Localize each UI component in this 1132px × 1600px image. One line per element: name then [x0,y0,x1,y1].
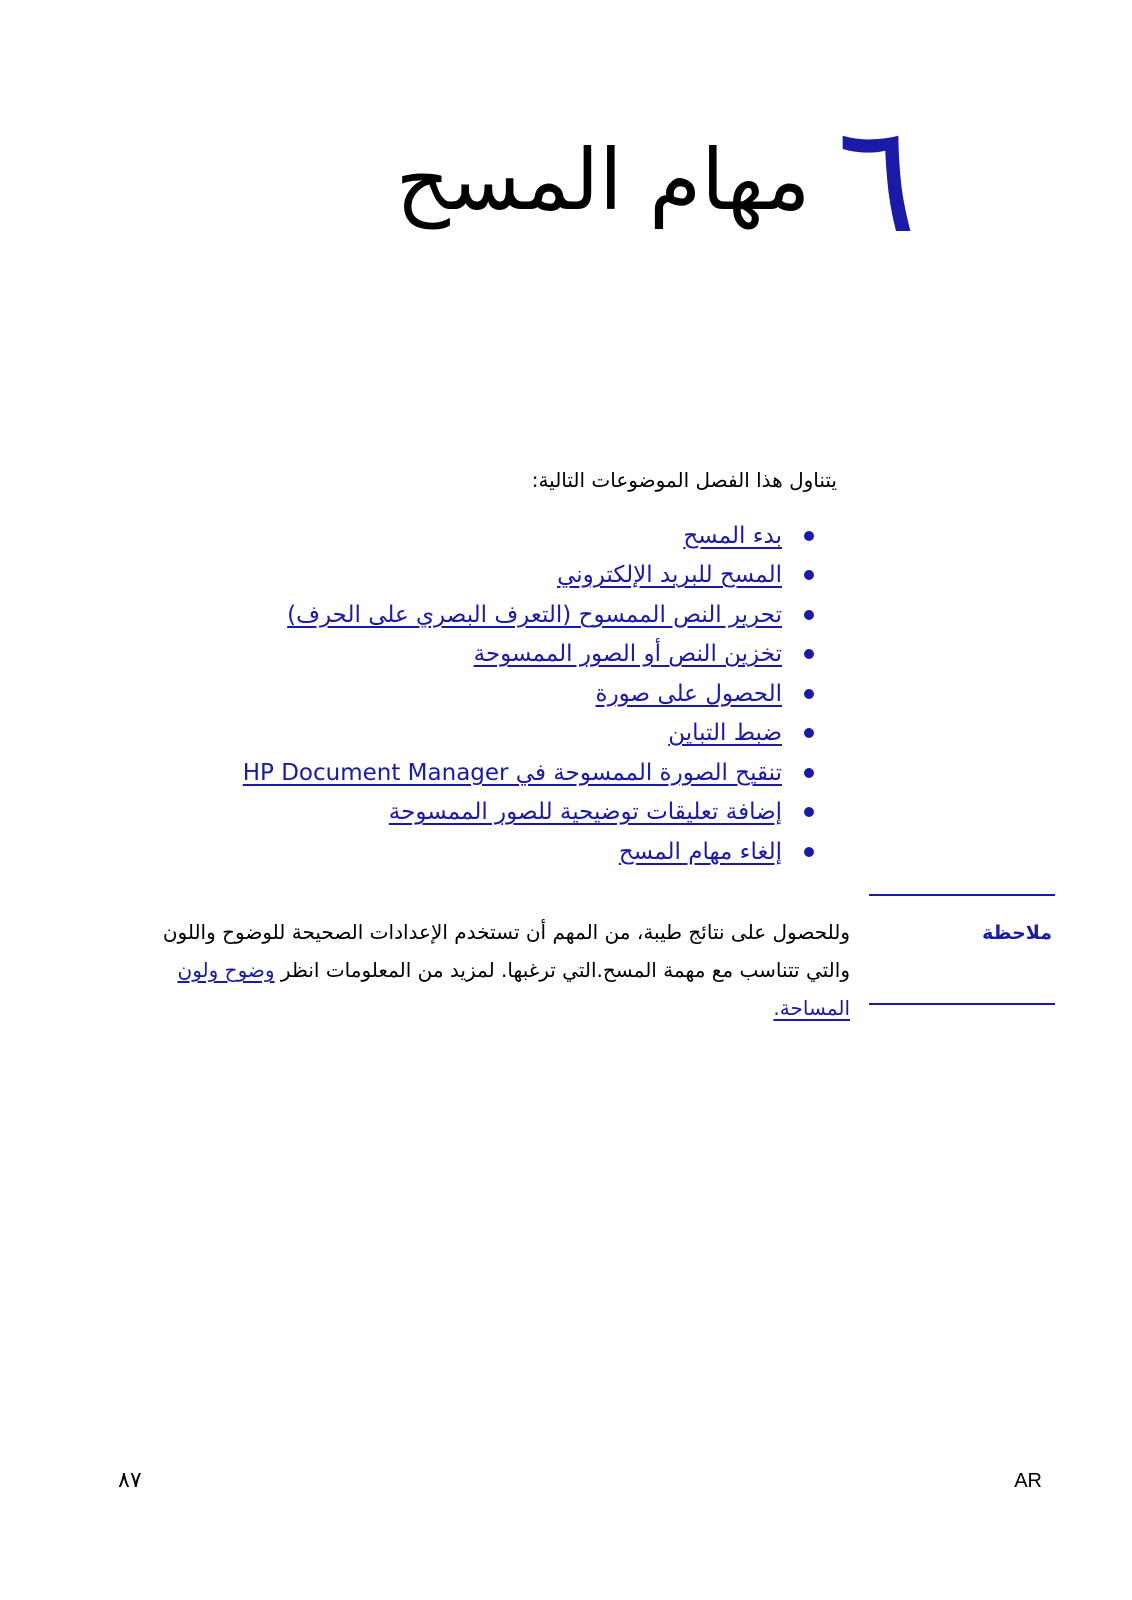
language-code: AR [1014,1470,1042,1492]
note-top-rule [869,894,1055,896]
toc-link-store[interactable]: تخزين النص أو الصور الممسوحة [473,641,782,668]
bullet-icon [804,728,814,738]
chapter-title: مهام المسح [395,131,811,229]
note-text: وللحصول على نتائج طيبة، من المهم أن تستخدم الإعدادات الصحيحة للوضوح واللون والتي تتناسب مع مهمة المسح.التي ترغبها. لمزيد من المعلومات انظر [162,920,850,982]
bullet-icon [804,847,814,857]
toc-item-store [243,635,814,675]
note-label: ملاحظة [982,922,1052,944]
note-link-resolution[interactable]: وضوح ولون المساحة. [177,958,850,1020]
bullet-icon [804,610,814,620]
toc-item-get-image [243,674,814,714]
note-body [150,913,850,1027]
toc-link-start-scan[interactable]: بدء المسح [683,522,782,549]
toc-item-cancel [243,832,814,872]
toc-item-ocr [243,595,814,635]
page-number: ٨٧ [118,1468,142,1493]
chapter-number: ٦ [836,93,917,267]
toc-link-annotations[interactable]: إضافة تعليقات توضيحية للصور الممسوحة [388,799,782,826]
toc-item-edit-hp [243,753,814,793]
toc-link-contrast[interactable]: ضبط التباين [668,720,782,747]
bullet-icon [804,531,814,541]
toc-link-cancel[interactable]: إلغاء مهام المسح [618,838,782,865]
bullet-icon [804,649,814,659]
intro-text: يتناول هذا الفصل الموضوعات التالية: [531,468,837,492]
toc-item-start-scan [243,516,814,556]
bullet-icon [804,689,814,699]
toc-item-contrast [243,714,814,754]
note-bottom-rule [869,1003,1055,1005]
toc-item-scan-to-email [243,556,814,596]
toc-link-get-image[interactable]: الحصول على صورة [595,680,782,707]
chapter-heading [395,93,917,267]
bullet-icon [804,570,814,580]
toc-link-ocr[interactable]: تحرير النص الممسوح (التعرف البصري على الحرف) [287,601,782,628]
toc-item-annotations [243,793,814,833]
toc-link-scan-to-email[interactable]: المسح للبريد الإلكتروني [557,562,782,589]
bullet-icon [804,807,814,817]
bullet-icon [804,768,814,778]
toc-list [243,516,814,872]
toc-link-edit-hp[interactable]: تنقيح الصورة الممسوحة في HP Document Manager [242,759,782,786]
